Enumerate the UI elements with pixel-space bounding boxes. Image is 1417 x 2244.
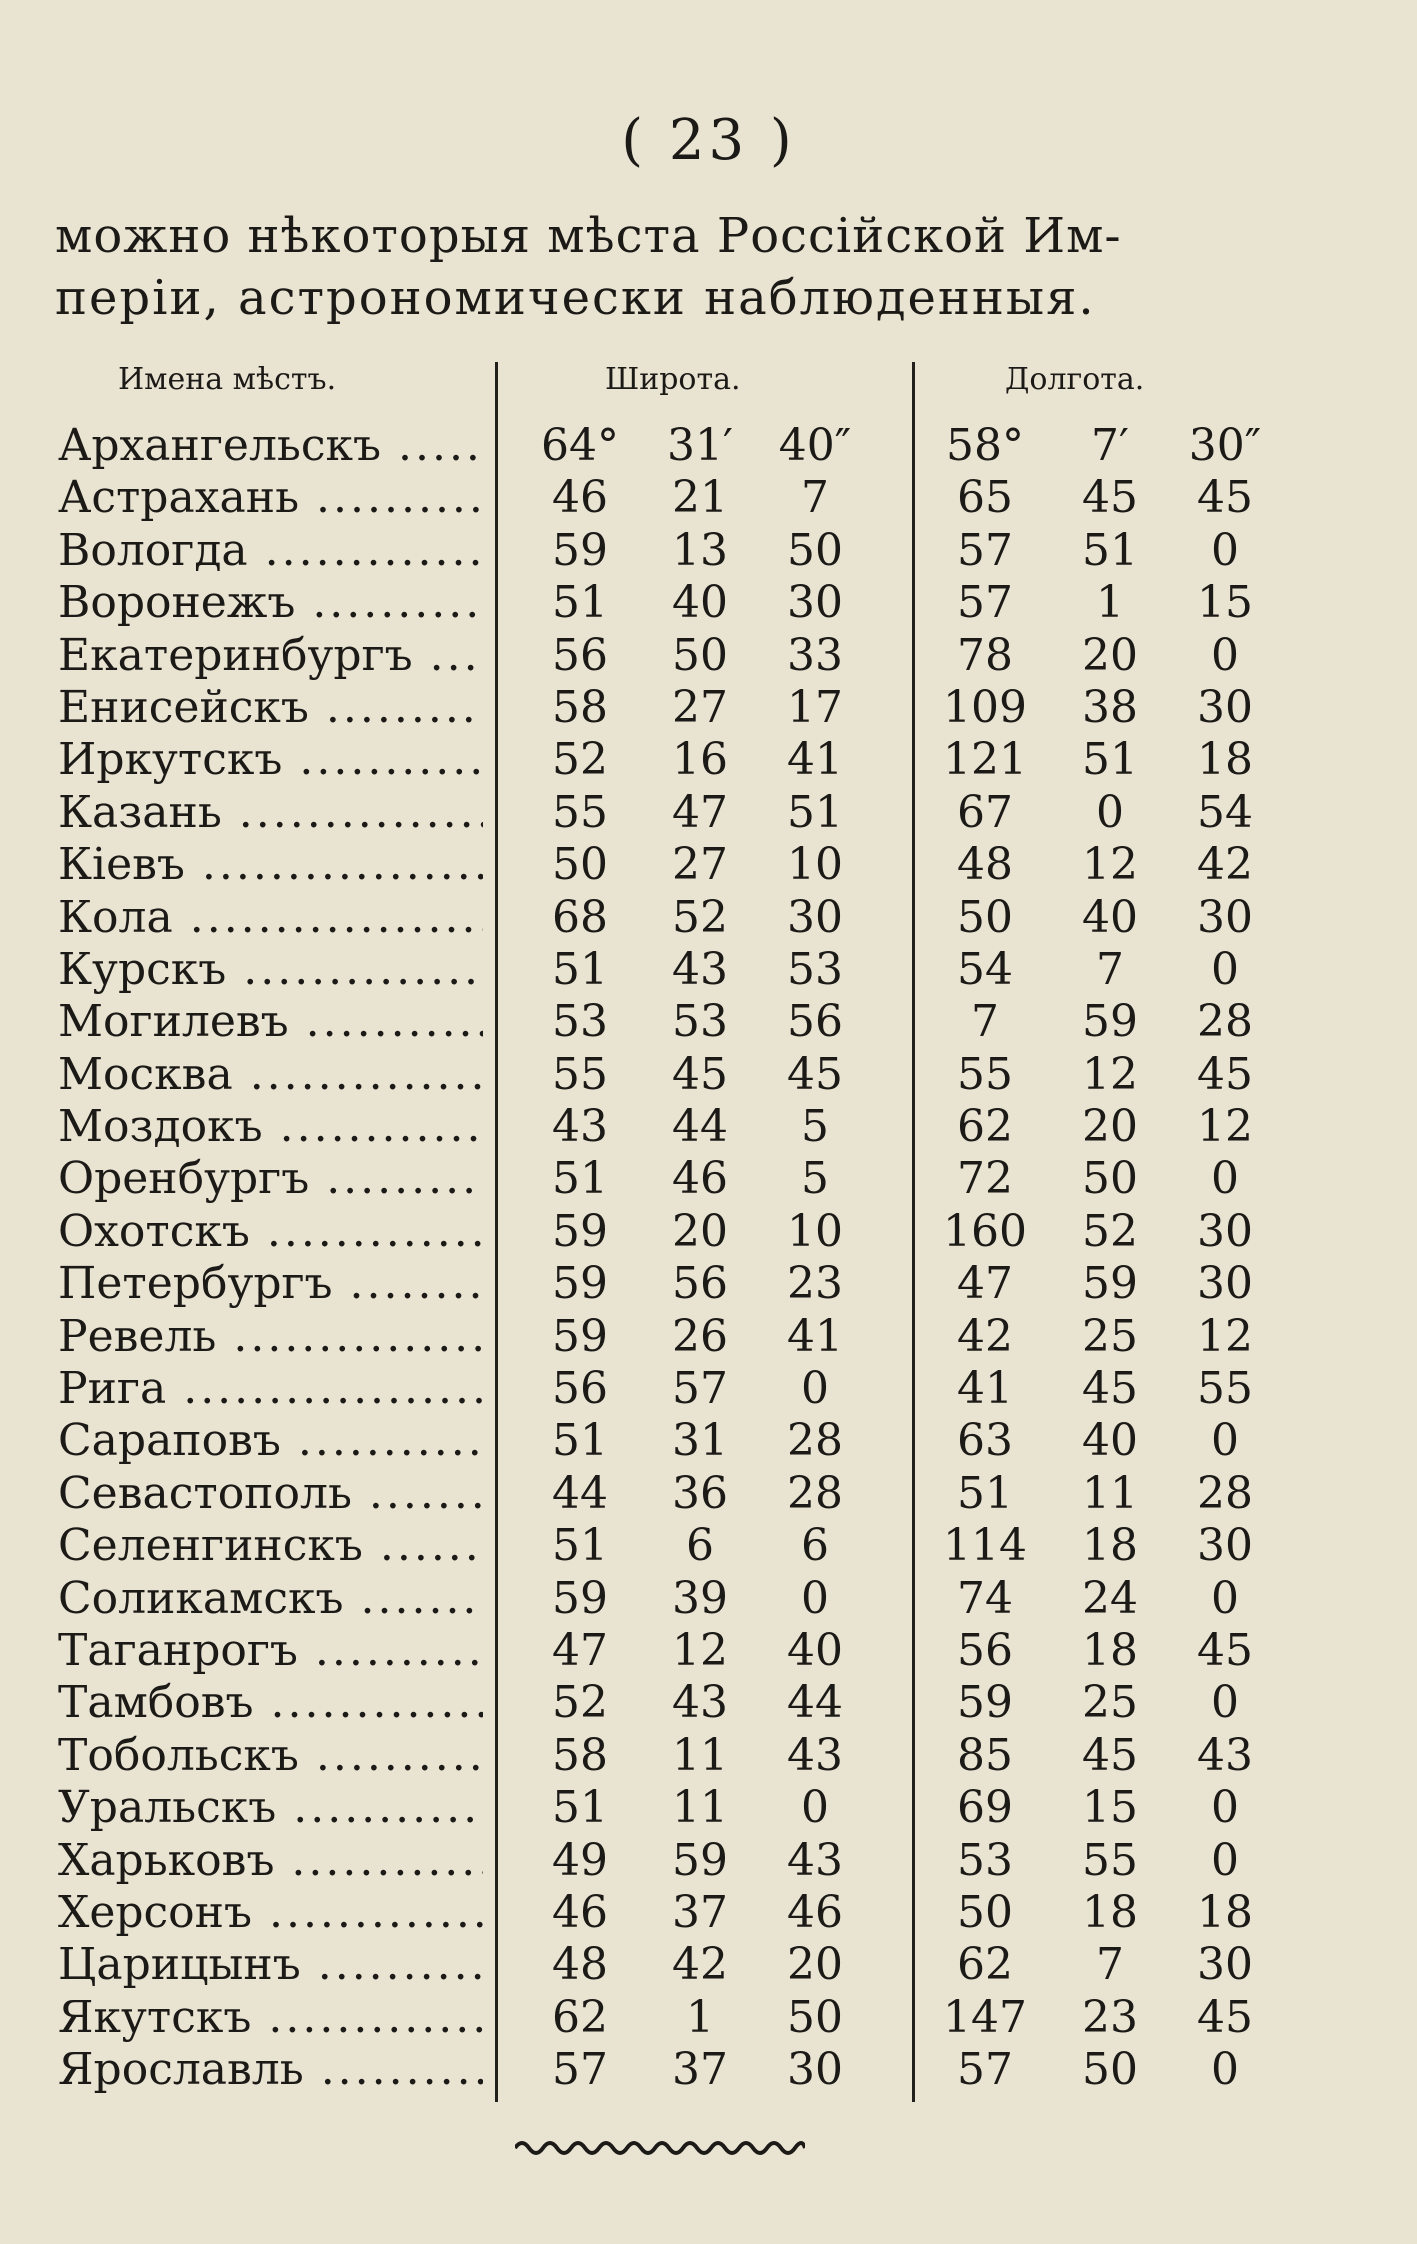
latitude-minutes: 16 xyxy=(672,734,728,786)
table-row xyxy=(0,630,1417,682)
page-number: ( 23 ) xyxy=(621,108,796,173)
table-row xyxy=(0,1468,1417,1520)
longitude-degrees: 47 xyxy=(957,1258,1013,1310)
longitude-degrees: 62 xyxy=(957,1101,1013,1153)
latitude-minutes: 43 xyxy=(672,1677,728,1729)
longitude-degrees: 78 xyxy=(957,629,1013,681)
longitude-minutes: 18 xyxy=(1082,1520,1138,1572)
latitude-seconds: 10 xyxy=(787,1205,843,1257)
table-row xyxy=(0,1206,1417,1258)
place-name: Астрахань ..... xyxy=(58,472,483,524)
latitude-minutes: 50 xyxy=(672,629,728,681)
place-name: Сараповъ ..... xyxy=(58,1415,483,1467)
longitude-degrees: 57 xyxy=(957,524,1013,576)
latitude-seconds: 30 xyxy=(787,891,843,943)
latitude-degrees: 58 xyxy=(552,681,608,733)
latitude-seconds: 46 xyxy=(787,1886,843,1938)
latitude-seconds: 10 xyxy=(787,839,843,891)
latitude-minutes: 27 xyxy=(672,839,728,891)
place-name: Москва ..... xyxy=(58,1049,483,1101)
place-name: Енисейскъ ..... xyxy=(58,682,483,734)
longitude-seconds: 30 xyxy=(1197,1939,1253,1991)
place-name: Екатеринбургъ ..... xyxy=(58,630,483,682)
longitude-degrees: 57 xyxy=(957,2044,1013,2096)
table-row xyxy=(0,420,1417,472)
longitude-seconds: 0 xyxy=(1211,1153,1239,1205)
longitude-degrees: 65 xyxy=(957,472,1013,524)
latitude-seconds: 23 xyxy=(787,1258,843,1310)
table-row xyxy=(0,1363,1417,1415)
latitude-degrees: 58 xyxy=(552,1729,608,1781)
longitude-minutes: 51 xyxy=(1082,524,1138,576)
latitude-seconds: 50 xyxy=(787,524,843,576)
longitude-minutes: 18 xyxy=(1082,1886,1138,1938)
longitude-seconds: 28 xyxy=(1197,996,1253,1048)
latitude-minutes: 52 xyxy=(672,891,728,943)
latitude-minutes: 26 xyxy=(672,1310,728,1362)
longitude-seconds: 45 xyxy=(1197,1991,1253,2043)
longitude-degrees: 85 xyxy=(957,1729,1013,1781)
latitude-seconds: 6 xyxy=(801,1520,829,1572)
table-row xyxy=(0,996,1417,1048)
place-name: Вологда ..... xyxy=(58,525,483,577)
place-name: Якутскъ ..... xyxy=(58,1992,483,2044)
column-header-longitude: Долгота. xyxy=(1005,362,1145,397)
latitude-seconds: 56 xyxy=(787,996,843,1048)
longitude-minutes: 12 xyxy=(1082,839,1138,891)
latitude-minutes: 59 xyxy=(672,1834,728,1886)
longitude-degrees: 50 xyxy=(957,1886,1013,1938)
place-name: Могилевъ ..... xyxy=(58,996,483,1048)
longitude-degrees: 63 xyxy=(957,1415,1013,1467)
longitude-degrees: 58° xyxy=(946,420,1024,471)
place-name: Ярославль ..... xyxy=(58,2044,483,2096)
longitude-seconds: 30 xyxy=(1197,1205,1253,1257)
table-row xyxy=(0,1573,1417,1625)
longitude-seconds: 45 xyxy=(1197,1624,1253,1676)
longitude-seconds: 45 xyxy=(1197,472,1253,524)
latitude-minutes: 31′ xyxy=(667,420,733,471)
longitude-seconds: 12 xyxy=(1197,1101,1253,1153)
table-row xyxy=(0,1835,1417,1887)
table-row xyxy=(0,525,1417,577)
longitude-degrees: 114 xyxy=(943,1520,1027,1572)
latitude-degrees: 57 xyxy=(552,2044,608,2096)
place-name: Моздокъ ..... xyxy=(58,1101,483,1153)
latitude-minutes: 11 xyxy=(672,1729,728,1781)
latitude-seconds: 5 xyxy=(801,1101,829,1153)
latitude-degrees: 59 xyxy=(552,1310,608,1362)
latitude-degrees: 59 xyxy=(552,1205,608,1257)
place-name: Уральскъ ..... xyxy=(58,1782,483,1834)
longitude-seconds: 0 xyxy=(1211,1572,1239,1624)
place-name: Архангельскъ ..... xyxy=(58,420,483,472)
latitude-degrees: 52 xyxy=(552,1677,608,1729)
latitude-seconds: 17 xyxy=(787,681,843,733)
table-row xyxy=(0,1992,1417,2044)
place-name: Тамбовъ ..... xyxy=(58,1677,483,1729)
latitude-seconds: 40 xyxy=(787,1624,843,1676)
longitude-seconds: 0 xyxy=(1211,2044,1239,2096)
latitude-seconds: 0 xyxy=(801,1782,829,1834)
longitude-degrees: 42 xyxy=(957,1310,1013,1362)
longitude-minutes: 52 xyxy=(1082,1205,1138,1257)
latitude-minutes: 31 xyxy=(672,1415,728,1467)
section-heading xyxy=(55,205,1275,329)
latitude-seconds: 30 xyxy=(787,2044,843,2096)
longitude-degrees: 48 xyxy=(957,839,1013,891)
latitude-degrees: 59 xyxy=(552,1258,608,1310)
latitude-seconds: 51 xyxy=(787,786,843,838)
longitude-seconds: 54 xyxy=(1197,786,1253,838)
latitude-minutes: 6 xyxy=(686,1520,714,1572)
place-name: Кіевъ ..... xyxy=(58,839,483,891)
latitude-seconds: 28 xyxy=(787,1415,843,1467)
longitude-minutes: 7 xyxy=(1096,943,1124,995)
longitude-seconds: 42 xyxy=(1197,839,1253,891)
latitude-minutes: 56 xyxy=(672,1258,728,1310)
longitude-seconds: 30″ xyxy=(1188,420,1262,471)
latitude-seconds: 43 xyxy=(787,1729,843,1781)
latitude-degrees: 49 xyxy=(552,1834,608,1886)
latitude-degrees: 68 xyxy=(552,891,608,943)
place-name: Царицынъ ..... xyxy=(58,1939,483,1991)
latitude-seconds: 20 xyxy=(787,1939,843,1991)
longitude-minutes: 18 xyxy=(1082,1624,1138,1676)
longitude-minutes: 55 xyxy=(1082,1834,1138,1886)
longitude-degrees: 74 xyxy=(957,1572,1013,1624)
latitude-degrees: 50 xyxy=(552,839,608,891)
place-name: Оренбургъ ..... xyxy=(58,1153,483,1205)
latitude-minutes: 43 xyxy=(672,943,728,995)
table-row xyxy=(0,1415,1417,1467)
longitude-seconds: 18 xyxy=(1197,734,1253,786)
longitude-minutes: 0 xyxy=(1096,786,1124,838)
latitude-minutes: 46 xyxy=(672,1153,728,1205)
latitude-minutes: 20 xyxy=(672,1205,728,1257)
table-row xyxy=(0,1939,1417,1991)
longitude-degrees: 55 xyxy=(957,1048,1013,1100)
table-row xyxy=(0,2044,1417,2096)
place-name: Харьковъ ..... xyxy=(58,1835,483,1887)
longitude-minutes: 45 xyxy=(1082,1363,1138,1415)
table-row xyxy=(0,1625,1417,1677)
place-name: Ревель ..... xyxy=(58,1311,483,1363)
longitude-minutes: 7 xyxy=(1096,1939,1124,1991)
latitude-minutes: 37 xyxy=(672,2044,728,2096)
longitude-seconds: 30 xyxy=(1197,891,1253,943)
latitude-minutes: 36 xyxy=(672,1467,728,1519)
longitude-degrees: 41 xyxy=(957,1363,1013,1415)
latitude-minutes: 57 xyxy=(672,1363,728,1415)
place-name: Севастополь ..... xyxy=(58,1468,483,1520)
place-name: Кола ..... xyxy=(58,892,483,944)
latitude-seconds: 45 xyxy=(787,1048,843,1100)
latitude-seconds: 43 xyxy=(787,1834,843,1886)
latitude-degrees: 56 xyxy=(552,1363,608,1415)
longitude-seconds: 55 xyxy=(1197,1363,1253,1415)
longitude-degrees: 56 xyxy=(957,1624,1013,1676)
latitude-seconds: 28 xyxy=(787,1467,843,1519)
place-name: Рига ..... xyxy=(58,1363,483,1415)
latitude-degrees: 51 xyxy=(552,577,608,629)
longitude-seconds: 45 xyxy=(1197,1048,1253,1100)
longitude-seconds: 0 xyxy=(1211,629,1239,681)
latitude-minutes: 44 xyxy=(672,1101,728,1153)
latitude-degrees: 44 xyxy=(552,1467,608,1519)
place-name: Херсонъ ..... xyxy=(58,1887,483,1939)
longitude-minutes: 50 xyxy=(1082,1153,1138,1205)
longitude-minutes: 25 xyxy=(1082,1677,1138,1729)
latitude-seconds: 44 xyxy=(787,1677,843,1729)
latitude-degrees: 62 xyxy=(552,1991,608,2043)
latitude-degrees: 64° xyxy=(541,420,619,471)
latitude-minutes: 42 xyxy=(672,1939,728,1991)
latitude-degrees: 51 xyxy=(552,1782,608,1834)
longitude-minutes: 45 xyxy=(1082,472,1138,524)
longitude-minutes: 1 xyxy=(1096,577,1124,629)
place-name: Иркутскъ ..... xyxy=(58,734,483,786)
latitude-seconds: 41 xyxy=(787,1310,843,1362)
longitude-degrees: 59 xyxy=(957,1677,1013,1729)
longitude-minutes: 59 xyxy=(1082,1258,1138,1310)
longitude-minutes: 20 xyxy=(1082,1101,1138,1153)
place-name: Курскъ ..... xyxy=(58,944,483,996)
latitude-seconds: 7 xyxy=(801,472,829,524)
ornamental-rule xyxy=(515,2136,805,2160)
longitude-minutes: 40 xyxy=(1082,1415,1138,1467)
longitude-degrees: 109 xyxy=(943,681,1027,733)
longitude-seconds: 0 xyxy=(1211,1782,1239,1834)
longitude-minutes: 24 xyxy=(1082,1572,1138,1624)
latitude-degrees: 53 xyxy=(552,996,608,1048)
heading-line-2: періи, астрономически наблюденныя. xyxy=(55,270,1096,326)
latitude-degrees: 56 xyxy=(552,629,608,681)
longitude-minutes: 38 xyxy=(1082,681,1138,733)
latitude-degrees: 51 xyxy=(552,1153,608,1205)
latitude-minutes: 45 xyxy=(672,1048,728,1100)
longitude-degrees: 67 xyxy=(957,786,1013,838)
latitude-degrees: 52 xyxy=(552,734,608,786)
place-name: Тобольскъ ..... xyxy=(58,1730,483,1782)
longitude-minutes: 40 xyxy=(1082,891,1138,943)
longitude-seconds: 0 xyxy=(1211,1677,1239,1729)
latitude-degrees: 51 xyxy=(552,1520,608,1572)
longitude-seconds: 30 xyxy=(1197,1520,1253,1572)
latitude-minutes: 37 xyxy=(672,1886,728,1938)
column-header-names: Имена мѣстъ. xyxy=(118,362,337,397)
longitude-degrees: 54 xyxy=(957,943,1013,995)
latitude-degrees: 47 xyxy=(552,1624,608,1676)
longitude-minutes: 25 xyxy=(1082,1310,1138,1362)
longitude-minutes: 50 xyxy=(1082,2044,1138,2096)
longitude-degrees: 69 xyxy=(957,1782,1013,1834)
latitude-minutes: 27 xyxy=(672,681,728,733)
latitude-degrees: 51 xyxy=(552,1415,608,1467)
place-name: Таганрогъ ..... xyxy=(58,1625,483,1677)
latitude-minutes: 47 xyxy=(672,786,728,838)
latitude-degrees: 55 xyxy=(552,786,608,838)
latitude-seconds: 41 xyxy=(787,734,843,786)
table-row xyxy=(0,472,1417,524)
table-row xyxy=(0,682,1417,734)
place-name: Охотскъ ..... xyxy=(58,1206,483,1258)
longitude-degrees: 121 xyxy=(943,734,1027,786)
table-row xyxy=(0,944,1417,996)
table-row xyxy=(0,1730,1417,1782)
longitude-minutes: 15 xyxy=(1082,1782,1138,1834)
table-row xyxy=(0,1153,1417,1205)
longitude-seconds: 0 xyxy=(1211,1415,1239,1467)
latitude-minutes: 21 xyxy=(672,472,728,524)
table-row xyxy=(0,1101,1417,1153)
latitude-seconds: 0 xyxy=(801,1363,829,1415)
latitude-seconds: 5 xyxy=(801,1153,829,1205)
latitude-degrees: 46 xyxy=(552,472,608,524)
longitude-seconds: 0 xyxy=(1211,524,1239,576)
longitude-minutes: 23 xyxy=(1082,1991,1138,2043)
latitude-degrees: 48 xyxy=(552,1939,608,1991)
longitude-degrees: 51 xyxy=(957,1467,1013,1519)
longitude-seconds: 18 xyxy=(1197,1886,1253,1938)
table-row xyxy=(0,1520,1417,1572)
longitude-minutes: 12 xyxy=(1082,1048,1138,1100)
latitude-minutes: 39 xyxy=(672,1572,728,1624)
latitude-degrees: 59 xyxy=(552,524,608,576)
latitude-degrees: 55 xyxy=(552,1048,608,1100)
table-row xyxy=(0,1049,1417,1101)
longitude-degrees: 7 xyxy=(971,996,999,1048)
latitude-seconds: 33 xyxy=(787,629,843,681)
latitude-seconds: 50 xyxy=(787,1991,843,2043)
longitude-seconds: 0 xyxy=(1211,1834,1239,1886)
longitude-seconds: 30 xyxy=(1197,681,1253,733)
longitude-minutes: 45 xyxy=(1082,1729,1138,1781)
latitude-degrees: 59 xyxy=(552,1572,608,1624)
latitude-seconds: 30 xyxy=(787,577,843,629)
table-row xyxy=(0,734,1417,786)
latitude-minutes: 13 xyxy=(672,524,728,576)
latitude-minutes: 53 xyxy=(672,996,728,1048)
longitude-minutes: 7′ xyxy=(1091,420,1129,471)
latitude-degrees: 51 xyxy=(552,943,608,995)
table-row xyxy=(0,787,1417,839)
longitude-minutes: 11 xyxy=(1082,1467,1138,1519)
table-row xyxy=(0,1258,1417,1310)
longitude-minutes: 51 xyxy=(1082,734,1138,786)
longitude-degrees: 53 xyxy=(957,1834,1013,1886)
longitude-seconds: 0 xyxy=(1211,943,1239,995)
longitude-degrees: 160 xyxy=(943,1205,1027,1257)
table-row xyxy=(0,1887,1417,1939)
latitude-degrees: 46 xyxy=(552,1886,608,1938)
longitude-seconds: 43 xyxy=(1197,1729,1253,1781)
latitude-seconds: 53 xyxy=(787,943,843,995)
longitude-degrees: 72 xyxy=(957,1153,1013,1205)
place-name: Воронежъ ..... xyxy=(58,577,483,629)
table-row xyxy=(0,1677,1417,1729)
latitude-minutes: 12 xyxy=(672,1624,728,1676)
heading-line-1: можно нѣкоторыя мѣста Россійской Им- xyxy=(55,208,1122,264)
place-name: Петербургъ ..... xyxy=(58,1258,483,1310)
table-row xyxy=(0,1782,1417,1834)
latitude-minutes: 1 xyxy=(686,1991,714,2043)
table-row xyxy=(0,1311,1417,1363)
longitude-minutes: 59 xyxy=(1082,996,1138,1048)
longitude-degrees: 147 xyxy=(943,1991,1027,2043)
column-header-latitude: Широта. xyxy=(605,362,741,397)
table-row xyxy=(0,577,1417,629)
latitude-minutes: 11 xyxy=(672,1782,728,1834)
coordinates-table xyxy=(0,420,1417,2097)
latitude-seconds: 0 xyxy=(801,1572,829,1624)
longitude-degrees: 62 xyxy=(957,1939,1013,1991)
longitude-seconds: 15 xyxy=(1197,577,1253,629)
longitude-seconds: 12 xyxy=(1197,1310,1253,1362)
place-name: Соликамскъ ..... xyxy=(58,1573,483,1625)
longitude-seconds: 28 xyxy=(1197,1467,1253,1519)
table-row xyxy=(0,839,1417,891)
latitude-seconds: 40″ xyxy=(778,420,852,471)
longitude-degrees: 50 xyxy=(957,891,1013,943)
longitude-degrees: 57 xyxy=(957,577,1013,629)
longitude-minutes: 20 xyxy=(1082,629,1138,681)
table-row xyxy=(0,892,1417,944)
latitude-minutes: 40 xyxy=(672,577,728,629)
place-name: Казань ..... xyxy=(58,787,483,839)
latitude-degrees: 43 xyxy=(552,1101,608,1153)
longitude-seconds: 30 xyxy=(1197,1258,1253,1310)
place-name: Селенгинскъ ..... xyxy=(58,1520,483,1572)
